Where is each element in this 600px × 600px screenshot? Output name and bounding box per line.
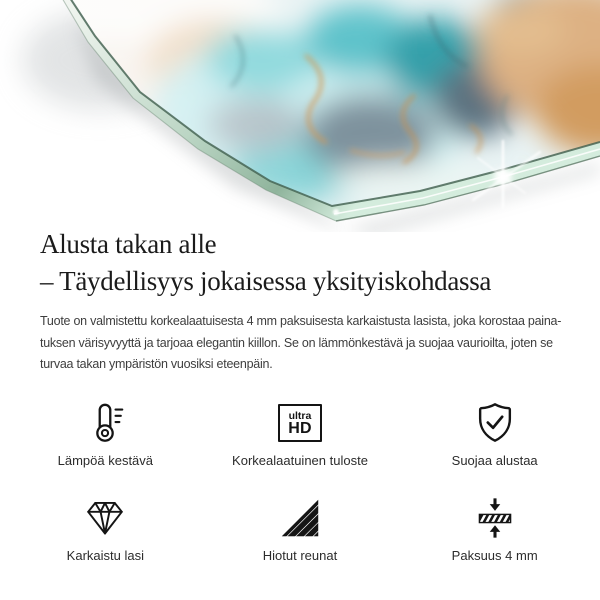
page-title-line1: Alusta takan alle xyxy=(40,229,217,259)
ultra-hd-icon xyxy=(278,396,322,450)
product-image xyxy=(0,0,600,232)
ultra-hd-text-bottom: HD xyxy=(288,419,312,437)
feature-label: Korkealaatuinen tuloste xyxy=(232,453,368,468)
diamond-icon xyxy=(82,491,128,545)
feature-label: Suojaa alustaa xyxy=(451,453,538,468)
shield-check-icon xyxy=(472,396,518,450)
feature-polished-edges xyxy=(203,491,398,564)
page-title xyxy=(40,226,491,300)
polished-edges-icon xyxy=(278,491,322,545)
ultra-hd-text-top: ultra xyxy=(288,409,312,422)
thermometer-icon xyxy=(82,396,128,450)
description-line: tuksen värisyvyyttä ja tarjoaa elegantin kiillon. Se on lämmönkestävä ja suojaa vaurioilta, joten se xyxy=(40,335,553,350)
feature-label: Lämpöä kestävä xyxy=(57,453,154,468)
glass-panel-photo xyxy=(0,0,600,232)
description-line: turvaa takan ympäristön vuosiksi eteenpäin. xyxy=(40,357,273,371)
feature-protects-base xyxy=(397,396,592,469)
feature-heat-resistant xyxy=(8,396,203,469)
feature-grid xyxy=(8,396,592,564)
feature-high-quality-print xyxy=(203,396,398,469)
feature-label: Paksuus 4 mm xyxy=(451,548,538,563)
feature-label: Karkaistu lasi xyxy=(66,548,144,563)
feature-tempered-glass xyxy=(8,491,203,564)
product-description xyxy=(40,311,561,376)
description-line: Tuote on valmistettu korkealaatuisesta 4 mm paksuisesta karkaistusta lasista, joka korostaa paina- xyxy=(40,314,562,328)
feature-label: Hiotut reunat xyxy=(262,548,338,563)
page-title-line2: – Täydellisyys jokaisessa yksityiskohdassa xyxy=(40,266,492,296)
feature-thickness xyxy=(397,491,592,564)
thickness-icon xyxy=(472,491,518,545)
